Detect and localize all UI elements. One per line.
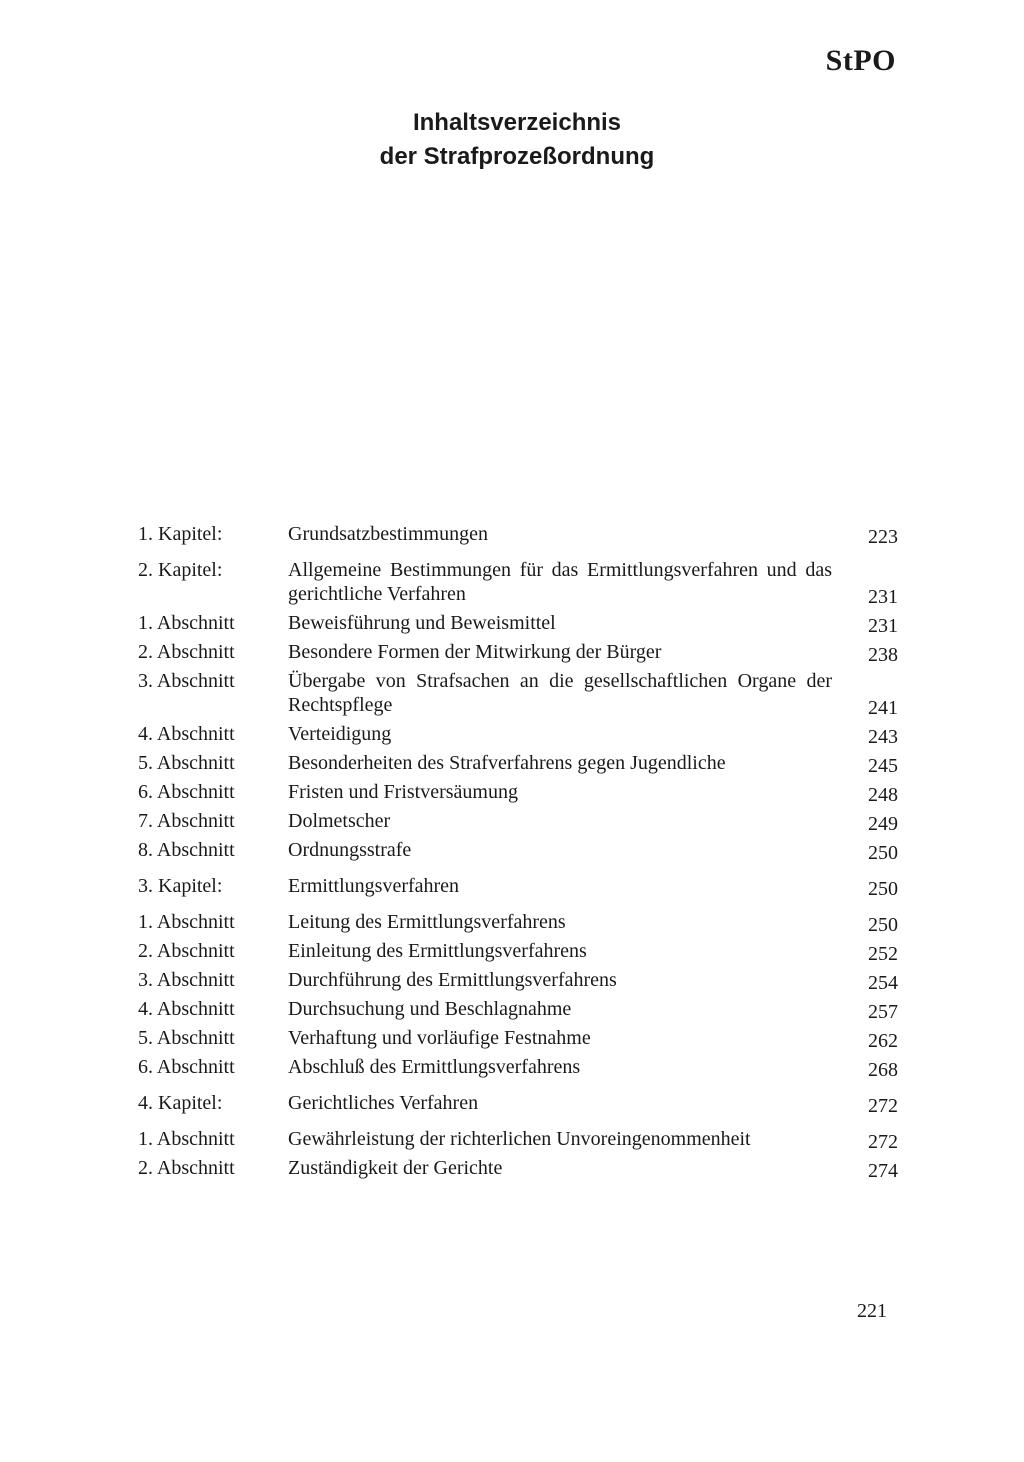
toc-entry-page: 254 (868, 972, 898, 994)
toc-entry-page: 231 (868, 586, 898, 608)
toc-entry (132, 1156, 904, 1180)
toc-entry-label: 3. Kapitel: (138, 875, 223, 897)
toc-entry-title: Beweisführung und Beweismittel (288, 612, 556, 634)
table-of-contents (132, 522, 904, 1185)
toc-entry-label: 2. Kapitel: (138, 559, 223, 581)
toc-entry-label: 8. Abschnitt (138, 839, 235, 861)
toc-entry-page: 241 (868, 697, 898, 719)
toc-entry-title: Gerichtliches Verfahren (288, 1092, 479, 1114)
toc-entry (132, 669, 904, 717)
toc-entry-label: 3. Abschnitt (138, 670, 235, 692)
toc-entry (132, 838, 904, 862)
toc-entry-title: Ordnungsstrafe (288, 839, 412, 861)
toc-entry-page: 248 (868, 784, 898, 806)
toc-entry-page: 274 (868, 1160, 898, 1182)
toc-entry-page: 238 (868, 644, 898, 666)
toc-entry-title: Verteidigung (288, 723, 392, 745)
toc-entry-page: 250 (868, 842, 898, 864)
toc-entry (132, 611, 904, 635)
toc-entry-label: 5. Abschnitt (138, 1027, 235, 1049)
toc-entry-title: Fristen und Fristversäumung (288, 781, 518, 803)
toc-entry-title: Durchsuchung und Beschlagnahme (288, 998, 572, 1020)
toc-entry-page: 231 (868, 615, 898, 637)
toc-entry-page: 257 (868, 1001, 898, 1023)
toc-entry (132, 522, 904, 546)
toc-entry (132, 1127, 904, 1151)
toc-entry-page: 223 (868, 526, 898, 548)
page-number: 221 (857, 1300, 887, 1322)
toc-entry-title: Allgemeine Bestimmungen für das Ermittlungsverfahren und das gerichtliche Verfahren (288, 559, 832, 605)
toc-entry (132, 780, 904, 804)
toc-entry-label: 1. Abschnitt (138, 1128, 235, 1150)
toc-entry-title: Abschluß des Ermittlungsverfahrens (288, 1056, 581, 1078)
toc-entry-page: 249 (868, 813, 898, 835)
toc-entry-page: 272 (868, 1131, 898, 1153)
toc-entry (132, 558, 904, 606)
toc-entry (132, 1055, 904, 1079)
toc-entry-title: Durchführung des Ermittlungsverfahrens (288, 969, 617, 991)
toc-entry-label: 1. Abschnitt (138, 911, 235, 933)
title-line-1: Inhaltsverzeichnis (412, 109, 622, 136)
title-line-2: der Strafprozeßordnung (379, 143, 655, 170)
toc-entry-page: 268 (868, 1059, 898, 1081)
toc-entry-title: Übergabe von Strafsachen an die gesellschaftlichen Organe der Rechtspflege (288, 670, 832, 716)
toc-entry-title: Zuständigkeit der Gerichte (288, 1157, 503, 1179)
toc-entry-label: 6. Abschnitt (138, 1056, 235, 1078)
toc-entry-page: 243 (868, 726, 898, 748)
toc-entry-title: Gewährleistung der richterlichen Unvoreingenommenheit (288, 1128, 751, 1150)
toc-entry-title: Ermittlungsverfahren (288, 875, 460, 897)
toc-entry (132, 939, 904, 963)
toc-entry-label: 4. Abschnitt (138, 723, 235, 745)
toc-entry (132, 809, 904, 833)
toc-entry-label: 4. Abschnitt (138, 998, 235, 1020)
toc-entry (132, 1091, 904, 1115)
page-title (0, 106, 1024, 174)
toc-entry-title: Grundsatzbestimmungen (288, 523, 488, 545)
toc-entry-title: Dolmetscher (288, 810, 391, 832)
running-header: StPO (825, 44, 896, 77)
toc-entry (132, 910, 904, 934)
toc-entry (132, 997, 904, 1021)
toc-entry-label: 2. Abschnitt (138, 641, 235, 663)
toc-entry (132, 751, 904, 775)
toc-entry-label: 4. Kapitel: (138, 1092, 223, 1114)
toc-entry-title: Einleitung des Ermittlungsverfahrens (288, 940, 587, 962)
toc-entry-page: 250 (868, 878, 898, 900)
toc-entry-label: 6. Abschnitt (138, 781, 235, 803)
toc-entry-label: 1. Kapitel: (138, 523, 223, 545)
toc-entry-label: 3. Abschnitt (138, 969, 235, 991)
toc-entry (132, 874, 904, 898)
toc-entry-page: 252 (868, 943, 898, 965)
toc-entry-page: 272 (868, 1095, 898, 1117)
toc-entry-label: 7. Abschnitt (138, 810, 235, 832)
toc-entry (132, 1026, 904, 1050)
toc-entry-title: Verhaftung und vorläufige Festnahme (288, 1027, 591, 1049)
toc-entry-label: 2. Abschnitt (138, 940, 235, 962)
toc-entry-label: 5. Abschnitt (138, 752, 235, 774)
toc-entry-title: Besonderheiten des Strafverfahrens gegen Jugendliche (288, 752, 726, 774)
toc-entry (132, 722, 904, 746)
toc-entry-page: 250 (868, 914, 898, 936)
toc-entry-label: 2. Abschnitt (138, 1157, 235, 1179)
toc-entry-page: 262 (868, 1030, 898, 1052)
toc-entry (132, 968, 904, 992)
toc-entry-title: Besondere Formen der Mitwirkung der Bürger (288, 641, 662, 663)
toc-entry-label: 1. Abschnitt (138, 612, 235, 634)
toc-entry (132, 640, 904, 664)
toc-entry-page: 245 (868, 755, 898, 777)
toc-entry-title: Leitung des Ermittlungsverfahrens (288, 911, 566, 933)
